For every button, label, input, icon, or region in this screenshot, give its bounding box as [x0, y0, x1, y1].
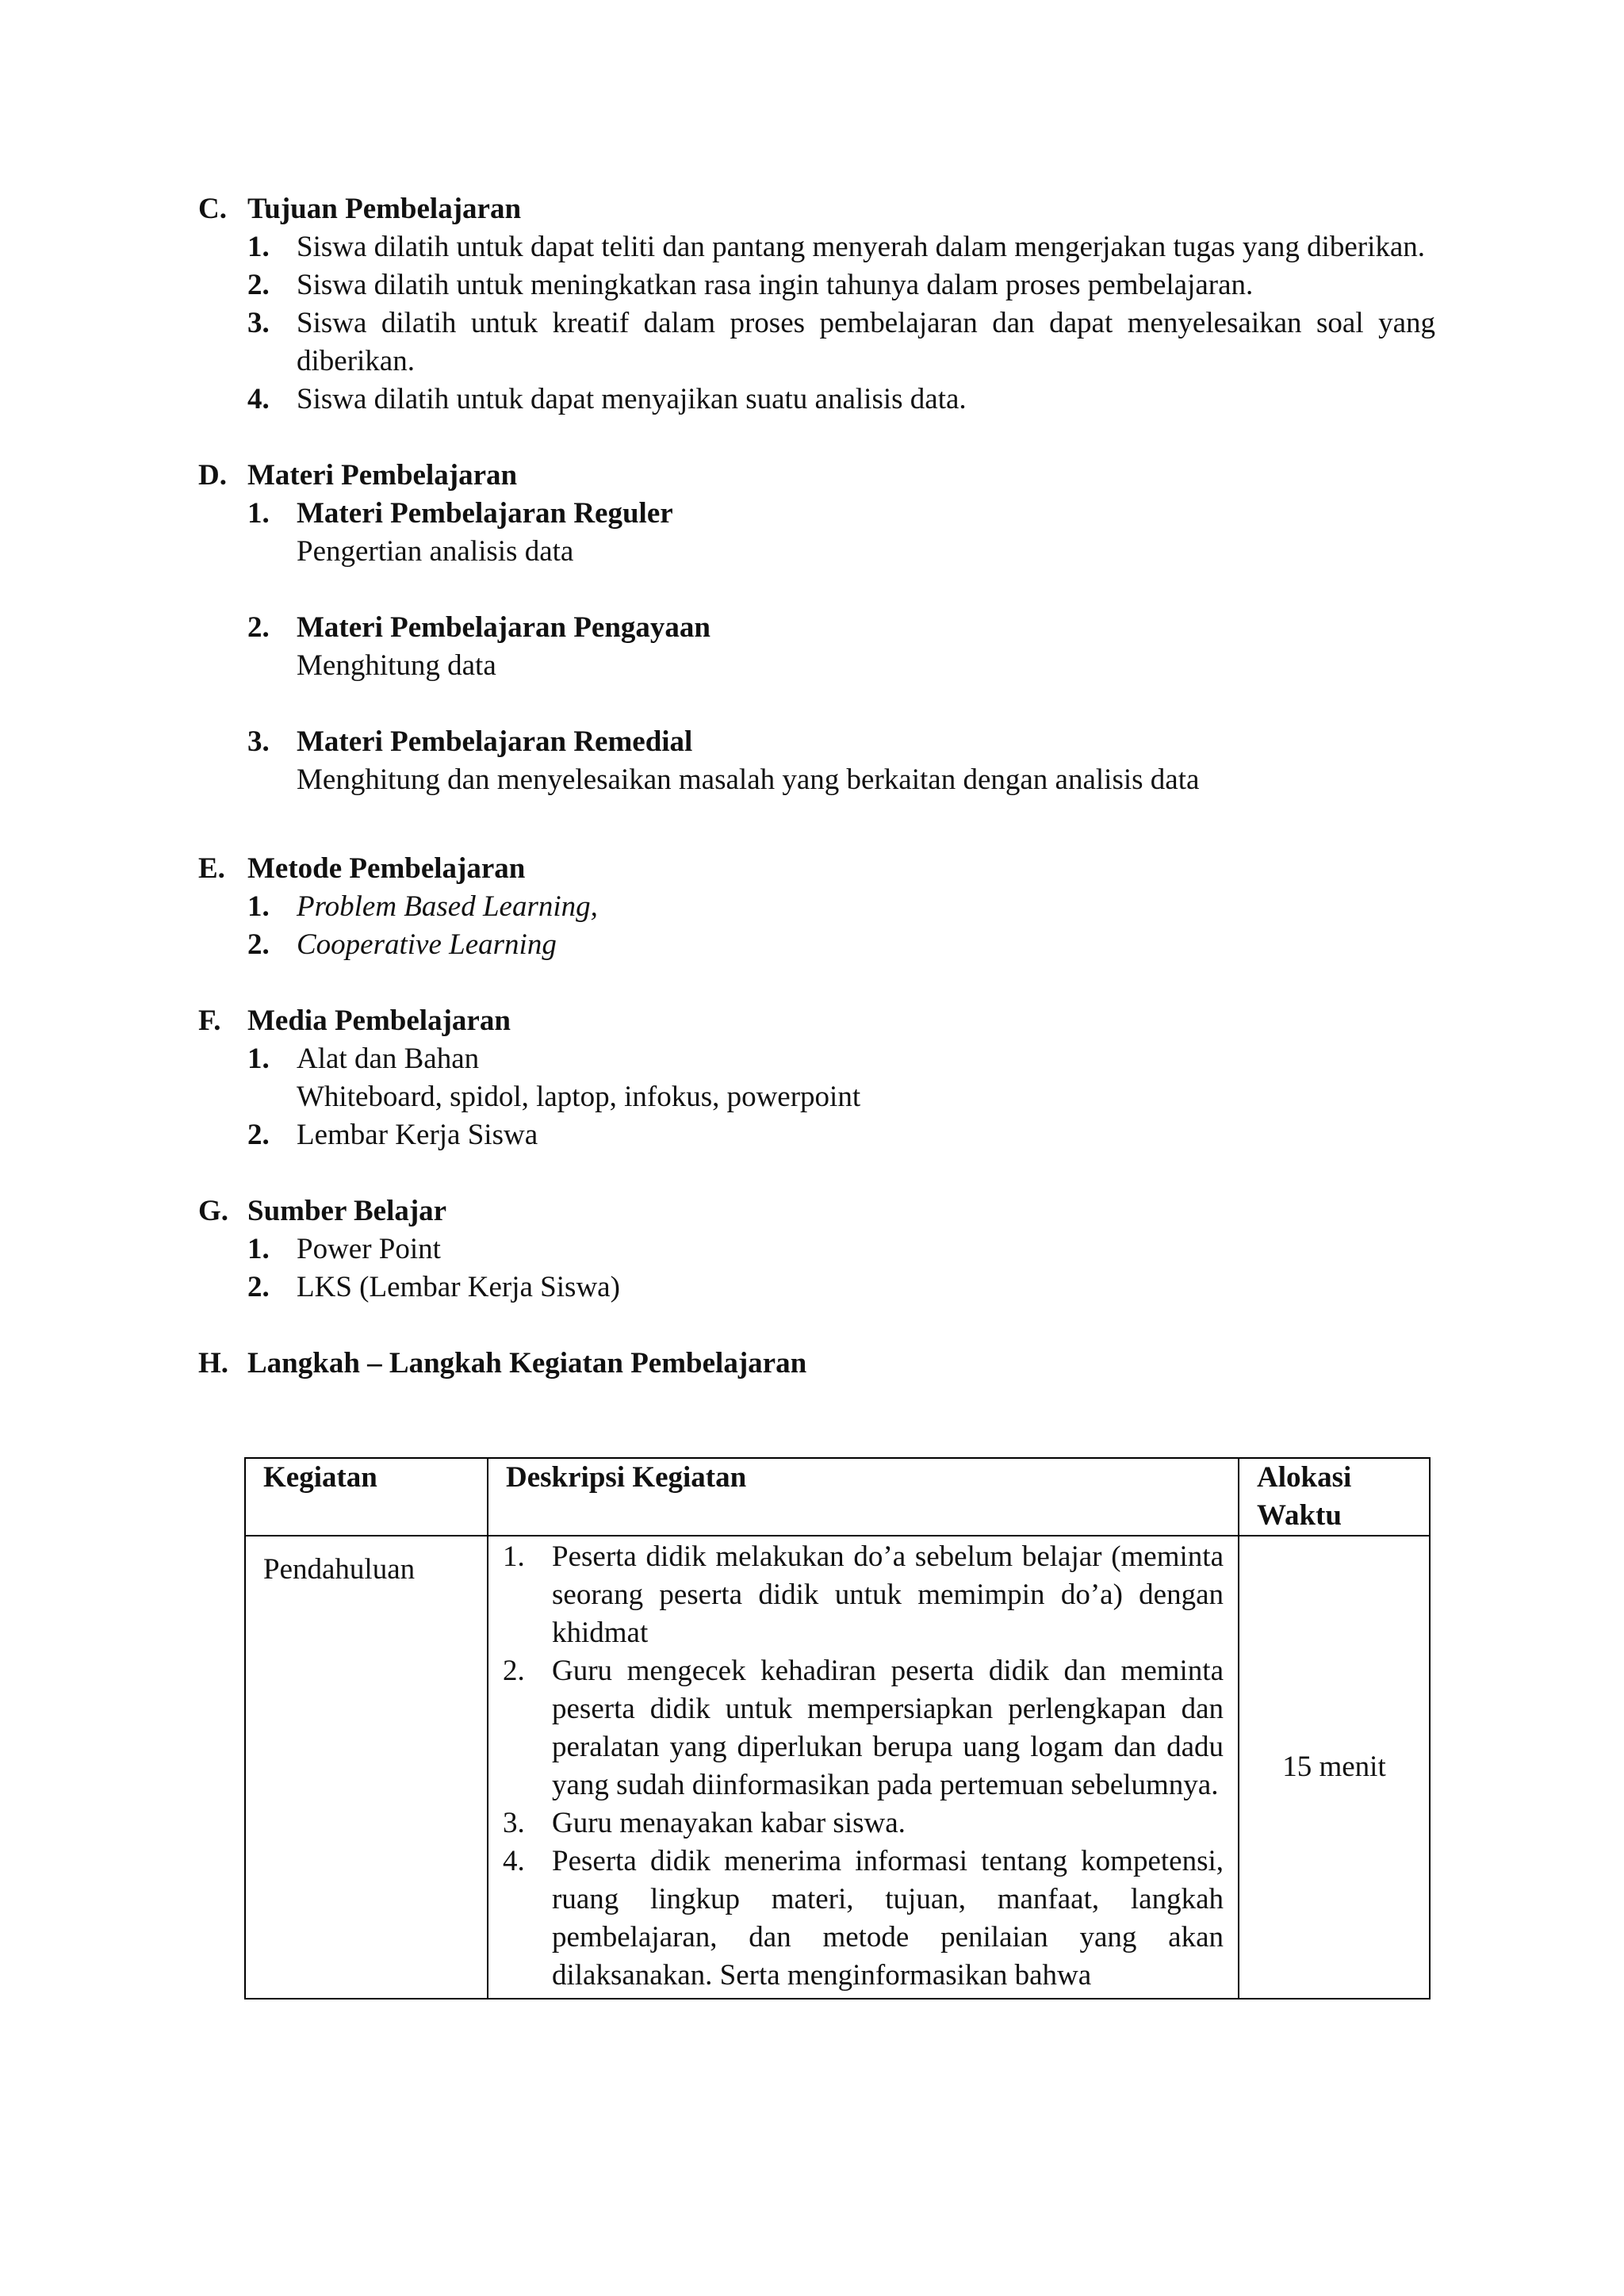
item-text: Power Point: [297, 1233, 441, 1265]
step-number: 4.: [503, 1845, 525, 1877]
item-number: 2.: [247, 1271, 270, 1303]
section-title: [198, 1002, 1435, 1040]
material-title: Materi Pembelajaran Reguler: [297, 497, 673, 530]
section-metode-pembelajaran: [198, 850, 1435, 964]
material-text: Menghitung data: [297, 649, 496, 682]
activity-table: [244, 1457, 1431, 1999]
section-title-text: Langkah – Langkah Kegiatan Pembelajaran: [247, 1347, 807, 1380]
table-header-row: [245, 1458, 1430, 1536]
step-text: Guru menayakan kabar siswa.: [552, 1807, 906, 1839]
step-item: [503, 1843, 1224, 1995]
step-number: 2.: [503, 1655, 525, 1687]
item-number: 1.: [247, 231, 270, 263]
list-item: [198, 1116, 1435, 1154]
header-deskripsi: Deskripsi Kegiatan: [488, 1458, 1239, 1536]
item-detail-text: Whiteboard, spidol, laptop, infokus, powerpoint: [297, 1081, 861, 1113]
item-number: 1.: [247, 497, 270, 530]
section-langkah-kegiatan: [198, 1345, 1435, 1383]
step-text: Peserta didik menerima informasi tentang kompetensi, ruang lingkup materi, tujuan, manfaat, langkah pembelajaran, dan metode penilaian yang akan dilaksanakan. Serta menginformasikan bahwa: [552, 1845, 1224, 1992]
list-item: [198, 1040, 1435, 1078]
item-number: 3.: [247, 307, 270, 339]
time-cell: 15 menit: [1239, 1536, 1430, 1999]
section-materi-pembelajaran: [198, 457, 1435, 799]
item-text: Lembar Kerja Siswa: [297, 1119, 538, 1151]
section-title-text: Tujuan Pembelajaran: [247, 193, 522, 225]
list-item: [198, 926, 1435, 964]
item-number: 4.: [247, 383, 270, 415]
header-alokasi: Alokasi Waktu: [1239, 1458, 1430, 1536]
section-title: [198, 457, 1435, 495]
phase-cell: Pendahuluan: [245, 1536, 488, 1999]
list-item: [198, 1230, 1435, 1269]
section-title: [198, 850, 1435, 888]
list-item: [198, 1269, 1435, 1307]
item-text: Siswa dilatih untuk dapat teliti dan pantang menyerah dalam mengerjakan tugas yang diberikan.: [297, 231, 1426, 263]
item-text: Problem Based Learning,: [297, 890, 598, 923]
item-number: 2.: [247, 1119, 270, 1151]
section-title-text: Media Pembelajaran: [247, 1004, 511, 1037]
material-title: Materi Pembelajaran Remedial: [297, 725, 693, 758]
section-title-text: Materi Pembelajaran: [247, 459, 518, 492]
item-number: 1.: [247, 1043, 270, 1075]
item-text: Siswa dilatih untuk dapat menyajikan suatu analisis data.: [297, 383, 967, 415]
item-text: Alat dan Bahan: [297, 1043, 480, 1075]
list-item: [198, 228, 1435, 266]
description-cell: [488, 1536, 1239, 1999]
item-number: 3.: [247, 725, 270, 758]
document-content: [198, 190, 1435, 1421]
item-text: LKS (Lembar Kerja Siswa): [297, 1271, 620, 1303]
item-text: Siswa dilatih untuk kreatif dalam proses pembelajaran dan dapat menyelesaikan soal yang diberikan.: [297, 307, 1435, 377]
section-title-text: Sumber Belajar: [247, 1195, 447, 1227]
list-item-detail: [198, 1078, 1435, 1116]
step-text: Guru mengecek kehadiran peserta didik dan meminta peserta didik untuk mempersiapkan perlengkapan dan peralatan yang diperlukan berupa uang logam dan dadu yang sudah diinformasikan pada pertemuan sebelumnya.: [552, 1655, 1224, 1801]
section-letter: H.: [198, 1347, 229, 1380]
section-media-pembelajaran: [198, 1002, 1435, 1154]
item-number: 2.: [247, 269, 270, 301]
section-tujuan-pembelajaran: [198, 190, 1435, 419]
step-number: 3.: [503, 1807, 525, 1839]
activity-table-wrapper: [244, 1457, 1429, 1999]
section-letter: C.: [198, 193, 227, 225]
section-letter: E.: [198, 852, 225, 885]
header-kegiatan: Kegiatan: [245, 1458, 488, 1536]
step-item: [503, 1652, 1224, 1804]
list-item: [198, 266, 1435, 304]
material-item-pengayaan: [198, 609, 1435, 685]
list-item: [198, 381, 1435, 419]
section-letter: F.: [198, 1004, 221, 1037]
section-title: [198, 190, 1435, 228]
item-text: Cooperative Learning: [297, 928, 557, 961]
material-item-reguler: [198, 495, 1435, 571]
section-title: [198, 1192, 1435, 1230]
item-number: 2.: [247, 611, 270, 644]
step-item: [503, 1804, 1224, 1843]
material-text: Menghitung dan menyelesaikan masalah yang berkaitan dengan analisis data: [297, 763, 1200, 796]
section-title-text: Metode Pembelajaran: [247, 852, 526, 885]
list-item: [198, 304, 1435, 381]
item-number: 2.: [247, 928, 270, 961]
step-item: [503, 1538, 1224, 1652]
table-row: [245, 1536, 1430, 1999]
item-number: 1.: [247, 890, 270, 923]
section-letter: D.: [198, 459, 227, 492]
section-letter: G.: [198, 1195, 229, 1227]
step-list: [503, 1538, 1224, 1995]
section-title: [198, 1345, 1435, 1383]
step-text: Peserta didik melakukan do’a sebelum belajar (meminta seorang peserta didik untuk memimpin do’a) dengan khidmat: [552, 1540, 1224, 1649]
item-text: Siswa dilatih untuk meningkatkan rasa ingin tahunya dalam proses pembelajaran.: [297, 269, 1254, 301]
material-title: Materi Pembelajaran Pengayaan: [297, 611, 710, 644]
step-number: 1.: [503, 1540, 525, 1573]
objective-list: [198, 228, 1435, 419]
list-item: [198, 888, 1435, 926]
item-number: 1.: [247, 1233, 270, 1265]
section-sumber-belajar: [198, 1192, 1435, 1307]
material-item-remedial: [198, 723, 1435, 799]
material-text: Pengertian analisis data: [297, 535, 574, 568]
